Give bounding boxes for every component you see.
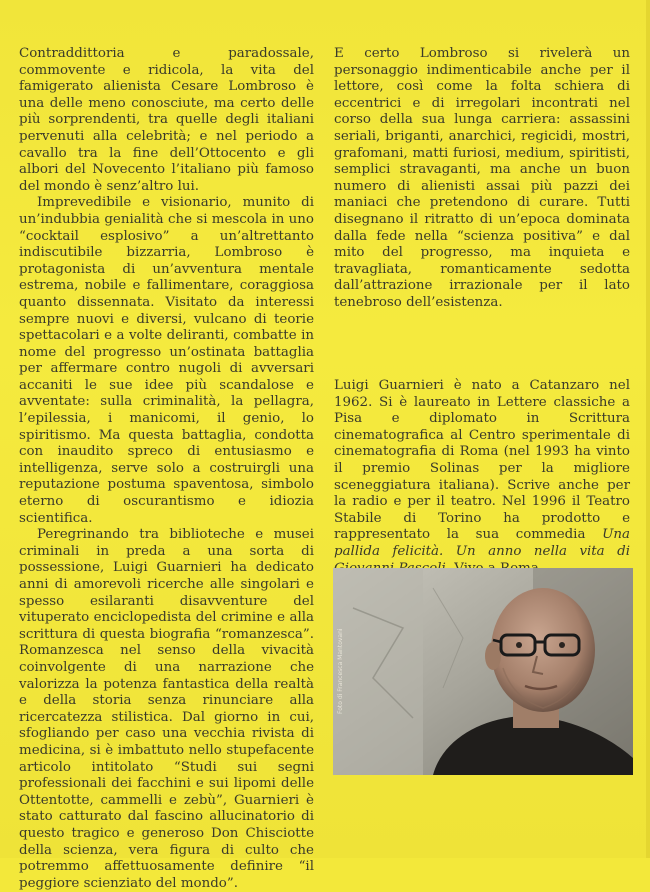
bio-text: Luigi Guarnieri è nato a Catanzaro nel 1962. Si è laureato in Lettere classiche a Pisa e diplomato in Scrittura cinematografica al Centro sperimentale di cinematografia di Roma (nel 1993 ha vinto il premio Solinas per la migliore sceneggiatura italiana). Scrive anche per la radio e per il teatro. Nel 1996 il Teatro Stabile di Torino ha prodotto e rappresentato la sua commedia xyxy=(334,378,630,543)
paragraph-research: Peregrinando tra biblioteche e musei criminali in preda a una sorta di possessione, Luigi Guarnieri ha dedicato anni di amorevoli ricerche alle singolari e spesso esilaranti disavventure del vituperato enciclopedista del crimine e alla scrittura di questa biografia “romanzesca”. Romanzesca nel senso della vivacità coinvolgente di una narrazione che valorizza la potenza fantastica della realtà e della storia senza rinunciare alla ricercatezza stilistica. Dal giorno in cui, sfogliando per caso una vecchia rivista di medicina, si è imbattuto nello stupefacente articolo intitolato “Studi sui segni professionali dei facchini e sui lipomi delle Ottentotte, cammelli e zebù”, Guarnieri è stato catturato dal fascino allucinatorio di questo tragico e generoso Don Chisciotte della scienza, vera figura di culto che potremmo affettuosamente definire “il peggiore scienziato del mondo”. xyxy=(19,527,314,891)
page-edge xyxy=(646,0,650,858)
author-bio xyxy=(334,378,630,577)
paragraph-characters: E certo Lombroso si rivelerà un personaggio indimenticabile anche per il lettore, così come la folta schiera di eccentrici e di irregolari incontrati nel corso della sua lunga carriera: assassini seriali, briganti, anarchici, regicidi, mostri, grafomani, matti furiosi, medium, spiritisti, semplici stravaganti, ma anche un buon numero di alienisti assai più pazzi dei maniaci che pretendono di curare. Tutti disegnano il ritratto di un’epoca dominata dalla fede nella “scienza positiva” e dal mito del progresso, ma inquieta e travagliata, romanticamente sedotta dall’attrazione irrazionale per il lato tenebroso dell’esistenza. xyxy=(334,46,630,310)
left-column xyxy=(19,46,314,892)
paragraph-intro: Contraddittoria e paradossale, commovente e ridicola, la vita del famigerato alienista Cesare Lombroso è una delle meno conosciute, ma certo delle più sorprendenti, tra quelle degli italiani pervenuti alla celebrità; e nel periodo a cavallo tra la fine dell’Ottocento e gli albori del Novecento l’italiano più famoso del mondo è senz’altro lui. xyxy=(19,46,314,194)
bio-paragraph xyxy=(334,378,630,577)
bio-book-title: Una pallida felicità. Un anno nella vita di xyxy=(334,527,630,559)
paragraph-visionary: Imprevedibile e visionario, munito di un’indubbia genialità che si mescola in uno “cocktail esplosivo” a un’altrettanto indiscutibile bizzarria, Lombroso è protagonista di un’avventura mentale estrema, nobile e fallimentare, coraggiosa quanto dissennata. Visitato da interessi sempre nuovi e diversi, vulcano di teorie spettacolari e a volte deliranti, combatte in nome del progresso un’ostinata battaglia per affermare contro nugoli di avversari accaniti le sue idee più scandalose e avventate: sulla criminalità, la pellagra, l’epilessia, i manicomi, il genio, lo spiritismo. Ma questa battaglia, condotta con inaudito spreco di entusiasmo e intelligenza, serve solo a costruirgli una reputazione postuma spaventosa, simbolo eterno di oscurantismo e idiozia scientifica. xyxy=(19,195,314,526)
author-photo xyxy=(333,568,633,775)
photo-credit: Foto di Francesca Mantovani xyxy=(337,628,344,715)
right-column-text xyxy=(334,46,630,312)
author-portrait-image xyxy=(333,568,633,775)
